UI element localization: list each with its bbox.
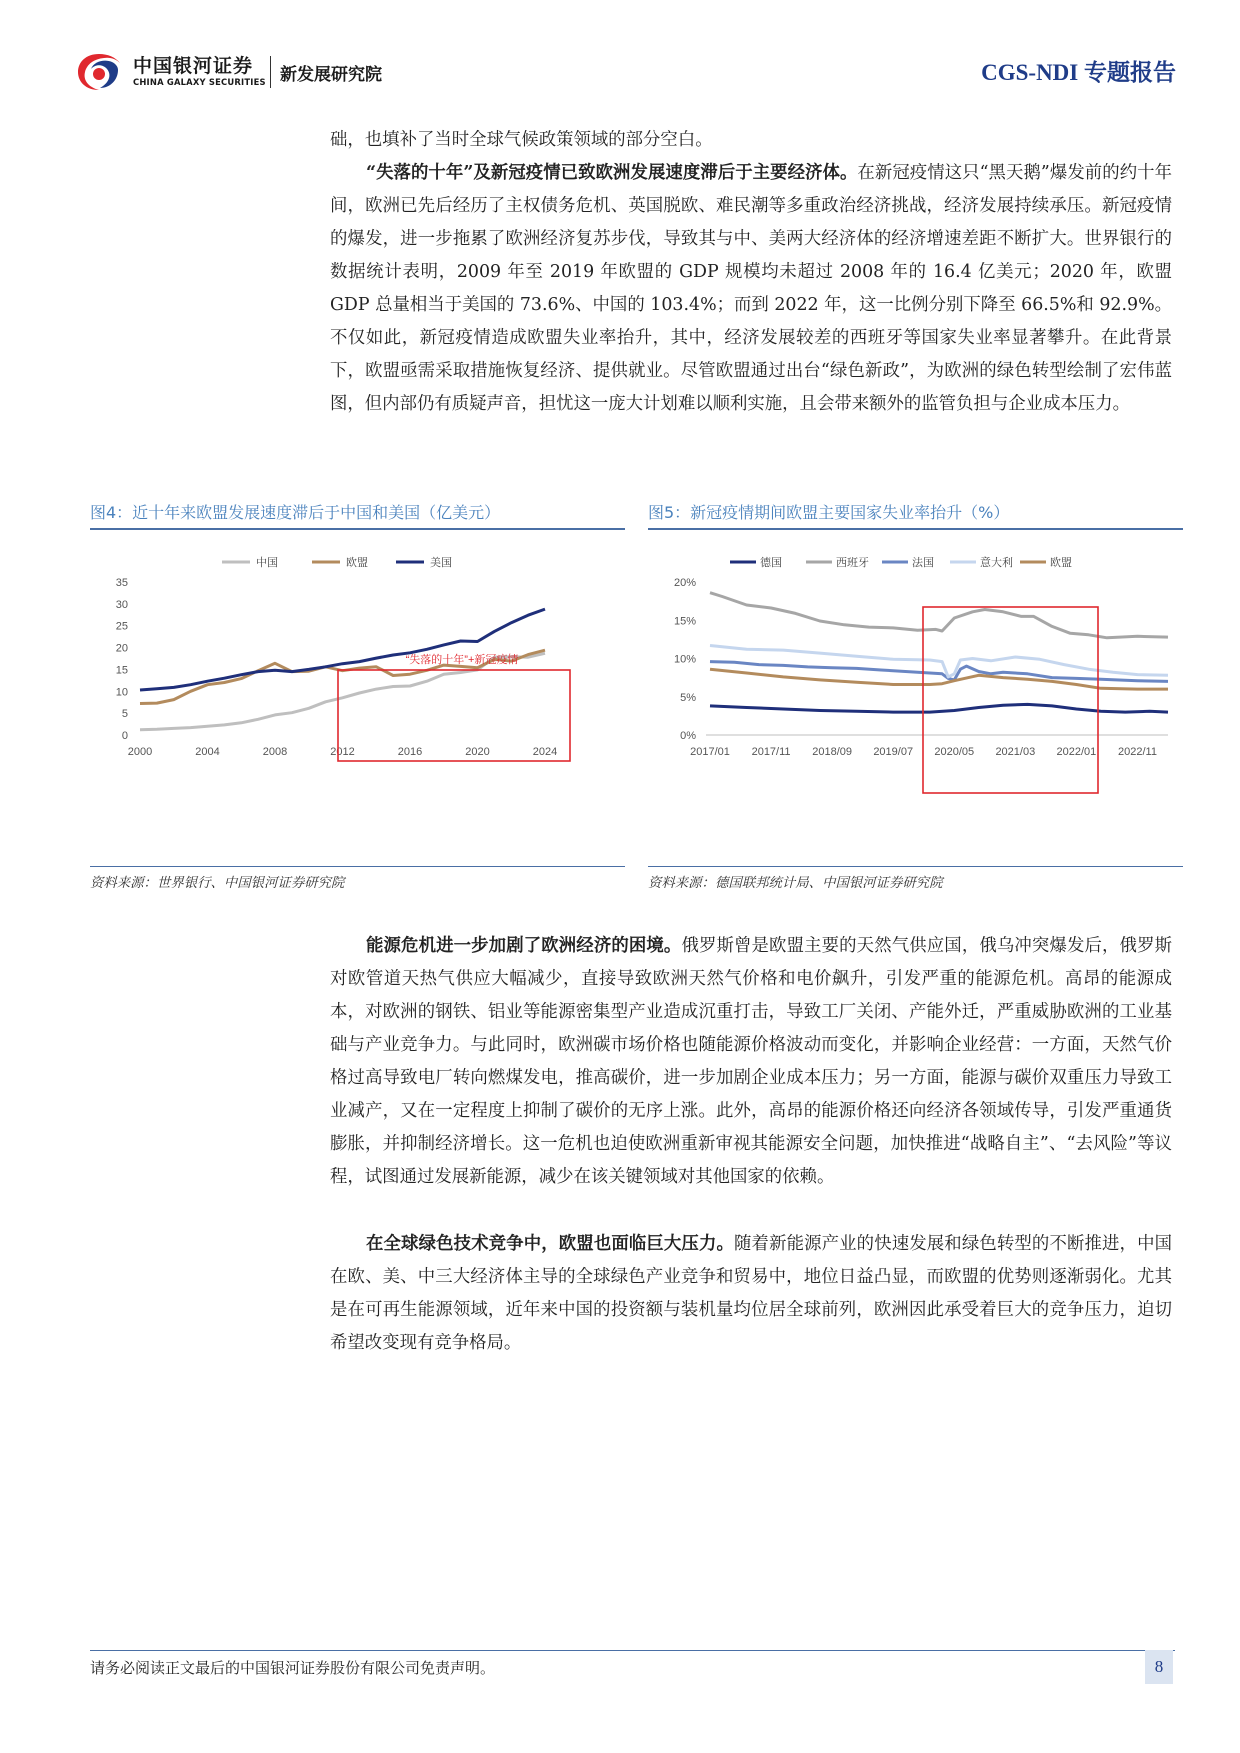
figure4-legend — [222, 555, 452, 569]
figure5-lines — [710, 593, 1168, 712]
paragraph-1-text: 础，也填补了当时全球气候政策领域的部分空白。 — [330, 130, 713, 150]
figure4-legend-label: 中国 — [256, 557, 278, 569]
figure5-xtick-label: 2022/11 — [1117, 746, 1157, 758]
figure4-ytick-label: 20 — [115, 642, 128, 655]
footer-rule — [90, 1650, 1175, 1651]
figure4-ytick-label: 35 — [115, 577, 128, 589]
figure5-xtick-label: 2022/01 — [1056, 746, 1097, 758]
figure5-xtick-label: 2017/11 — [751, 746, 791, 758]
paragraph-4-text: 随着新能源产业的快速发展和绿色转型的不断推进，中国在欧、美、中三大经济体主导的全球绿色产业竞争和贸易中，地位日益凸显，而欧盟的优势则逐渐弱化。尤其是在可再生能源领域，近年来中国的投资额与装机量均位居全球前列，欧洲因此承受着巨大的竞争压力，迫切希望改变现有竞争格局。 — [330, 1234, 1172, 1353]
figure5-xtick-label: 2017/01 — [690, 746, 730, 758]
figure5-ytick-label: 10% — [673, 653, 696, 666]
figure5-xtick-label: 2018/09 — [812, 746, 853, 758]
figure4-ytick-label: 5 — [121, 708, 128, 721]
figure4-legend-label: 美国 — [430, 557, 452, 569]
figure4-xtick-label: 2004 — [195, 746, 220, 758]
figure4-xtick-label: 2008 — [262, 746, 288, 758]
brand-name-en: CHINA GALAXY SECURITIES — [133, 77, 266, 87]
figure5-ytick-label: 5% — [680, 691, 696, 704]
figure4-source: 资料来源：世界银行、中国银河证券研究院 — [90, 876, 345, 891]
brand-name-cn: 中国银河证券 — [133, 55, 254, 77]
figure5-legend-label: 德国 — [760, 557, 782, 569]
figure5-series-line — [710, 593, 1168, 638]
figure5-legend-label: 意大利 — [980, 557, 1013, 569]
figure5-legend — [730, 555, 1072, 569]
figure4-ytick-label: 0 — [121, 730, 128, 742]
figure5-xtick-label: 2019/07 — [873, 746, 914, 758]
report-label: CGS-NDI 专题报告 — [981, 60, 1176, 85]
figure4-xtick-label: 2020 — [465, 746, 490, 758]
paragraph-4-lead: 在全球绿色技术竞争中，欧盟也面临巨大压力。 — [366, 1234, 735, 1254]
figure5-series-line — [710, 704, 1168, 712]
figure4-xtick-label: 2012 — [330, 746, 355, 758]
paragraph-3 — [330, 930, 1172, 1194]
figure4-ytick-label: 15 — [115, 664, 128, 677]
figure4-xtick-label: 2000 — [127, 746, 153, 758]
figure4-annotation: “失落的十年”+新冠疫情 — [405, 654, 519, 666]
figure5-xtick-label: 2020/05 — [934, 746, 975, 758]
figure5-top-rule — [648, 528, 1183, 530]
figure5-source: 资料来源：德国联邦统计局、中国银河证券研究院 — [648, 876, 943, 891]
brand-divider — [270, 56, 271, 88]
figure4-xtick-label: 2016 — [397, 746, 423, 758]
figure5-title: 图5：新冠疫情期间欧盟主要国家失业率抬升（%） — [648, 503, 1010, 522]
figure4-legend-label: 欧盟 — [346, 557, 368, 569]
paragraph-2 — [330, 157, 1172, 421]
institute-name: 新发展研究院 — [280, 65, 382, 85]
paragraph-4 — [330, 1228, 1172, 1360]
figure4-title: 图4：近十年来欧盟发展速度滞后于中国和美国（亿美元） — [90, 503, 501, 522]
figure4-chart — [90, 532, 625, 862]
figure5-chart — [648, 532, 1183, 862]
paragraph-3-text: 俄罗斯曾是欧盟主要的天然气供应国，俄乌冲突爆发后，俄罗斯对欧管道天热气供应大幅减少，直接导致欧洲天然气价格和电价飙升，引发严重的能源危机。高昂的能源成本，对欧洲的钢铁、铝业等能源密集型产业造成沉重打击，导致工厂关闭、产能外迁，严重威胁欧洲的工业基础与产业竞争力。与此同时，欧洲碳市场价格也随能源价格波动而变化，并影响企业经营：一方面，天然气价格过高导致电厂转向燃煤发电，推高碳价，进一步加剧企业成本压力；另一方面，能源与碳价双重压力导致工业减产，又在一定程度上抑制了碳价的无序上涨。此外，高昂的能源价格还向经济各领域传导，引发严重通货膨胀，并抑制经济增长。这一危机也迫使欧洲重新审视其能源安全问题，加快推进“战略自主”、“去风险”等议程，试图通过发展新能源，减少在该关键领域对其他国家的依赖。 — [330, 936, 1172, 1187]
figure4-ytick-label: 25 — [115, 620, 128, 633]
figure4-top-rule — [90, 528, 625, 530]
figure5-bottom-rule — [648, 866, 1183, 867]
figure5-ytick-label: 20% — [673, 577, 696, 589]
figure4-bottom-rule — [90, 866, 625, 867]
figure5-legend-label: 西班牙 — [836, 557, 869, 569]
paragraph-3-lead: 能源危机进一步加剧了欧洲经济的困境。 — [366, 936, 682, 956]
figure4-ytick-label: 30 — [115, 598, 128, 611]
figure4-xtick-label: 2024 — [532, 746, 558, 758]
paragraph-1 — [330, 124, 1172, 157]
paragraph-2-lead: “失落的十年”及新冠疫情已致欧洲发展速度滞后于主要经济体。 — [366, 163, 858, 183]
company-logo-icon — [74, 50, 124, 94]
figure4-axes — [116, 577, 557, 758]
figure4-series-line — [140, 609, 545, 690]
paragraph-2-text: 在新冠疫情这只“黑天鹅”爆发前的约十年间，欧洲已先后经历了主权债务危机、英国脱欧、难民潮等多重政治经济挑战，经济发展持续承压。新冠疫情的爆发，进一步拖累了欧洲经济复苏步伐，导致其与中、美两大经济体的经济增速差距不断扩大。世界银行的数据统计表明，2009 年至 2019 年欧盟的 GDP 规模均未超过 2008 年的 16.4 亿美元；2020 年，欧盟 GDP 总量相当于美国的 73.6%、中国的 103.4%；而到 2022 年，这一比例分别下降至 66.5%和 92.9%。不仅如此，新冠疫情造成欧盟失业率抬升，其中，经济发展较差的西班牙等国家失业率显著攀升。在此背景下，欧盟亟需采取措施恢复经济、提供就业。尽管欧盟通过出台“绿色新政”，为欧洲的绿色转型绘制了宏伟蓝图，但内部仍有质疑声音，担忧这一庞大计划难以顺利实施，且会带来额外的监管负担与企业成本压力。 — [330, 163, 1172, 414]
figure5-ytick-label: 15% — [673, 615, 696, 628]
figure5-legend-label: 欧盟 — [1050, 557, 1072, 569]
figure4-ytick-label: 10 — [115, 686, 128, 699]
footer-disclaimer: 请务必阅读正文最后的中国银河证券股份有限公司免责声明。 — [90, 1659, 496, 1677]
page-number: 8 — [1145, 1650, 1173, 1684]
figure5-ytick-label: 0% — [680, 730, 696, 742]
figure5-xtick-label: 2021/03 — [995, 746, 1036, 758]
figure5-legend-label: 法国 — [912, 557, 934, 569]
